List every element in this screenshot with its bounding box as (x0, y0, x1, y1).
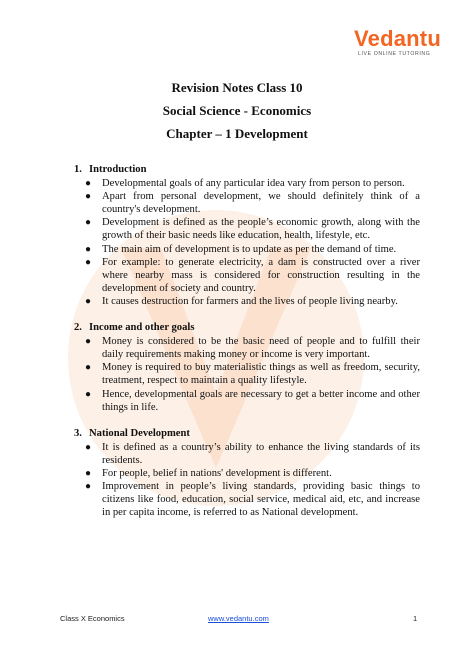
list-item (72, 361, 420, 387)
section-income-goals (72, 321, 420, 414)
vedantu-logo (354, 26, 441, 57)
notes-content (72, 163, 420, 532)
section-title: Income and other goals (89, 322, 195, 334)
list-item (72, 441, 420, 467)
list-item (72, 190, 420, 216)
section-introduction (72, 163, 420, 308)
bullet-icon: ● (85, 362, 92, 374)
list-item-text: Money is considered to be the basic need of people and to fulfill their daily requirements making money or income is very important. (102, 336, 420, 361)
section-number: 2. (74, 322, 82, 334)
list-item (72, 243, 420, 256)
list-item-text: Money is required to buy materialistic things as well as freedom, security, treatment, respect to maintain a quality lifestyle. (102, 362, 420, 387)
list-item-text: It is defined as a country’s ability to enhance the living standards of its residents. (102, 441, 420, 466)
document-titles (0, 79, 474, 148)
section-title: Introduction (89, 164, 147, 175)
list-item (72, 177, 420, 190)
list-item (72, 256, 420, 295)
list-item (72, 388, 420, 414)
list-item (72, 467, 420, 480)
bullet-icon: ● (85, 256, 92, 268)
list-item (72, 480, 420, 519)
bullet-icon: ● (85, 481, 92, 493)
bullet-icon: ● (85, 295, 92, 307)
list-item-text: Improvement in people’s living standards, providing basic things to citizens like food, education, social service, medical aid, etc, and increase in per capita income, is referred to as National development. (102, 481, 420, 519)
bullet-icon: ● (85, 388, 92, 400)
list-item-text: Development is defined as the people’s economic growth, along with the growth of their basic needs like education, health, lifestyle, etc. (102, 217, 420, 242)
bullet-icon: ● (85, 336, 92, 348)
footer-website-link[interactable]: www.vedantu.com (208, 614, 269, 623)
title-line-2: Social Science - Economics (162, 103, 312, 118)
list-item-text: It causes destruction for farmers and the lives of people living nearby. (102, 295, 398, 307)
bullet-icon: ● (85, 467, 92, 479)
list-item-text: For example: to generate electricity, a dam is constructed over a river where nearby mass is considered for construction resulting in the development of society and country. (102, 256, 420, 294)
bullet-icon: ● (85, 441, 92, 453)
section-number: 3. (74, 427, 82, 439)
list-item (72, 216, 420, 242)
list-item-text: Developmental goals of any particular idea vary from person to person. (102, 178, 405, 190)
logo-tagline: LIVE ONLINE TUTORING (358, 51, 431, 57)
section-heading (74, 321, 420, 334)
list-item-text: Apart from personal development, we should definitely think of a country's development. (102, 191, 420, 216)
logo-text: Vedantu (354, 26, 441, 51)
bullet-list (72, 441, 420, 520)
list-item-text: For people, belief in nations' development is different. (102, 467, 332, 479)
section-number: 1. (74, 164, 82, 175)
bullet-icon: ● (85, 191, 92, 203)
bullet-list (72, 177, 420, 308)
list-item (72, 295, 420, 308)
bullet-list (72, 335, 420, 414)
section-heading (74, 163, 420, 176)
list-item-text: Hence, developmental goals are necessary to get a better income and other things in life. (102, 388, 420, 413)
title-line-3: Chapter – 1 Development (166, 126, 308, 141)
section-heading (74, 427, 420, 440)
list-item (72, 335, 420, 361)
bullet-icon: ● (85, 217, 92, 229)
section-title: National Development (89, 427, 190, 439)
bullet-icon: ● (85, 243, 92, 255)
page-footer (0, 612, 474, 626)
page-number: 1 (413, 614, 418, 623)
bullet-icon: ● (85, 178, 92, 190)
list-item-text: The main aim of development is to update as per the demand of time. (102, 243, 397, 255)
title-line-1: Revision Notes Class 10 (171, 80, 303, 95)
footer-course-label: Class X Economics (60, 614, 125, 623)
section-national-development (72, 427, 420, 520)
